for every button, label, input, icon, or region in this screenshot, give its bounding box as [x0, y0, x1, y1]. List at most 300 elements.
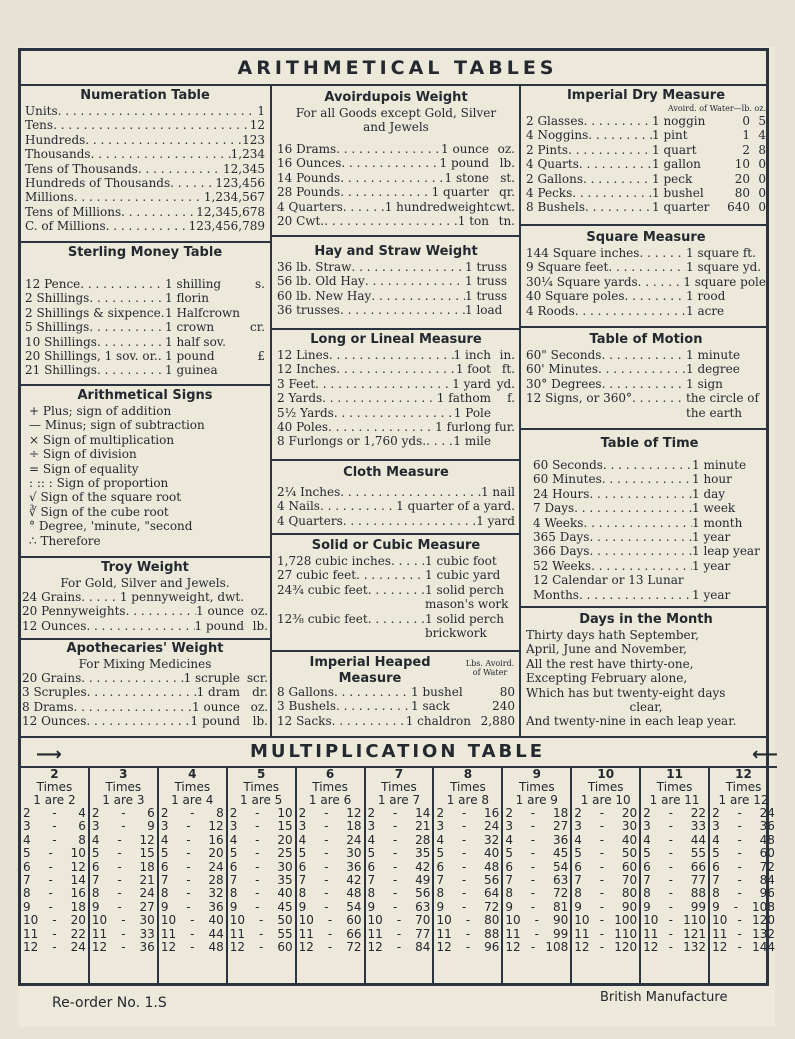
cell: 20 Pennyweights — [22, 604, 126, 619]
times-label: Times — [243, 780, 279, 794]
cell: 2 Gallons — [526, 171, 583, 186]
leader-dots — [591, 559, 692, 573]
list-item: ∛ Sign of the cube root — [29, 504, 169, 519]
dash: - — [255, 886, 260, 901]
dash: - — [737, 940, 742, 955]
dash: - — [52, 806, 57, 820]
table-row — [159, 861, 226, 874]
table-row — [366, 901, 433, 914]
leader-dots — [89, 320, 165, 334]
motion-rows — [526, 348, 766, 420]
dash: - — [668, 940, 673, 955]
dash: - — [117, 832, 122, 847]
table-row — [434, 861, 501, 874]
cell: 25 — [277, 846, 293, 861]
cell: 1 ounce — [192, 699, 240, 714]
times-column — [710, 768, 777, 984]
poem-line: All the rest have thirty-one, — [526, 656, 694, 671]
times-first-row: 1 are 2 — [33, 793, 76, 807]
times-first-row: 1 are 3 — [102, 793, 145, 807]
leader-dots — [589, 487, 692, 501]
table-row — [228, 901, 295, 914]
cell: 5½ Yards — [277, 405, 334, 420]
cell: cr. — [250, 320, 265, 335]
cell: 60 Minutes — [533, 472, 602, 487]
table-row — [228, 834, 295, 847]
leader-dots — [584, 114, 652, 128]
dash: - — [461, 899, 467, 914]
cell: 11 — [436, 926, 452, 941]
cell: 4 — [758, 128, 766, 143]
cell: 27 cubic feet — [277, 568, 357, 583]
times-first-row: 1 are 4 — [171, 793, 214, 807]
cell: 1 week — [692, 501, 736, 516]
table-row — [572, 861, 639, 874]
table-row — [297, 887, 364, 900]
page-title: ARITHMETICAL TABLES — [237, 57, 558, 79]
table-row — [641, 834, 708, 847]
dash: - — [737, 926, 742, 941]
cell: 3 — [574, 819, 582, 834]
cell: 10 — [277, 806, 293, 820]
times-column — [434, 768, 503, 984]
leader-dots — [86, 714, 190, 728]
table-row — [21, 847, 88, 860]
cell: 1 bushel — [411, 685, 463, 699]
leader-dots — [426, 434, 453, 448]
cell: mason's work — [425, 597, 509, 612]
table-row — [159, 941, 226, 954]
cell: ft. — [501, 362, 515, 377]
leader-dots — [602, 472, 692, 486]
cell: 1,728 cubic inches — [277, 554, 391, 568]
cell: 2 — [23, 806, 31, 820]
cell: 0 — [758, 186, 766, 201]
cell: 12 Sacks — [277, 713, 332, 728]
cell: 2 — [643, 806, 651, 820]
cell: 5 — [229, 846, 238, 861]
cell: 10 — [574, 913, 590, 928]
times-label: Times — [518, 780, 555, 794]
list-item: : :: : Sign of proportion — [29, 476, 169, 491]
leader-dots — [334, 685, 411, 699]
list-item — [22, 700, 268, 714]
cell: 11 — [229, 926, 245, 941]
cell: 2,880 — [480, 713, 515, 728]
table-row — [641, 807, 708, 820]
list-item — [277, 377, 515, 391]
cell: 4 — [367, 832, 376, 847]
cell: 9 — [147, 819, 155, 834]
cell: 8 Furlongs or 1,760 yds. — [277, 434, 427, 449]
cell: Millions — [25, 190, 74, 205]
cell: 1 fathom — [436, 391, 491, 406]
cell: 33 — [690, 819, 707, 834]
dash: - — [186, 846, 191, 861]
cell: 11 — [23, 926, 39, 941]
apothecaries-subtitle: For Mixing Medicines — [78, 657, 212, 671]
table-row — [503, 820, 570, 833]
dash: - — [327, 926, 333, 941]
cell: 10 — [436, 913, 452, 928]
table-row — [228, 847, 295, 860]
cell: 24¾ cubic feet — [277, 582, 368, 597]
list-item — [526, 200, 766, 214]
column-divider-2 — [519, 85, 521, 736]
cell: 0 — [758, 171, 766, 186]
list-item — [526, 260, 766, 274]
table-row — [572, 901, 639, 914]
cell: 40 Square poles — [526, 289, 625, 304]
cell: 90 — [621, 899, 638, 914]
cell: 16 — [484, 806, 500, 820]
cell: 16 — [208, 832, 224, 847]
dash: - — [530, 832, 536, 847]
table-row — [434, 820, 501, 833]
cell: 48 — [346, 886, 362, 901]
dash: - — [599, 806, 605, 820]
dash: - — [737, 846, 742, 861]
dash: - — [668, 926, 673, 941]
troy-rows — [22, 590, 268, 633]
dash: - — [48, 873, 53, 888]
cell: 3 Feet — [277, 376, 316, 391]
cell: 40 — [484, 846, 500, 861]
numeration-title: Numeration Table — [80, 88, 210, 103]
table-row — [21, 834, 88, 847]
dash: - — [737, 913, 742, 928]
cell: 2 — [712, 806, 720, 820]
dash: - — [465, 926, 471, 941]
dash: - — [324, 859, 329, 874]
cell: 35 — [415, 846, 431, 861]
list-item — [526, 186, 766, 200]
table-row — [503, 807, 570, 820]
divider — [521, 326, 769, 328]
dash: - — [190, 926, 195, 941]
cell: 2 Shillings & sixpence — [25, 305, 161, 320]
signs-rows — [25, 404, 265, 548]
cell: 10 — [298, 913, 314, 928]
cell: oz. — [250, 604, 268, 619]
cell: 9 — [712, 899, 720, 914]
dash: - — [737, 873, 742, 888]
cell: 3 — [229, 819, 238, 834]
cell: 2¼ Inches — [277, 485, 341, 499]
heaped-rows — [277, 685, 515, 728]
cell: 12 Lines — [277, 348, 329, 362]
dash: - — [599, 819, 605, 834]
table-row — [641, 820, 708, 833]
list-item — [533, 544, 766, 558]
cloth-table — [277, 465, 515, 528]
numeration-rows — [25, 104, 265, 234]
divider — [20, 556, 270, 558]
cell: 120 — [752, 913, 775, 928]
list-item — [277, 568, 515, 582]
cell: 6 — [147, 806, 155, 820]
table-row — [434, 807, 501, 820]
dash: - — [668, 806, 673, 820]
list-item — [25, 190, 265, 204]
dash: - — [117, 899, 122, 914]
cell: 5 — [574, 846, 582, 861]
cell: 3 Bushels — [277, 699, 336, 714]
list-item — [277, 626, 515, 640]
list-item — [277, 420, 515, 434]
leader-dots — [170, 176, 215, 190]
cell: 1 yard — [452, 376, 491, 391]
times-column — [159, 768, 228, 984]
list-item — [277, 200, 515, 214]
list-item — [533, 472, 766, 486]
cell: 1 truss — [465, 274, 508, 289]
cell: 1 stone — [444, 170, 489, 185]
table-row — [641, 861, 708, 874]
cell: 1 ounce — [441, 142, 489, 156]
dash: - — [534, 913, 539, 928]
cell: 15 — [139, 846, 155, 861]
cell: 10 — [229, 913, 245, 928]
cell: 81 — [552, 899, 569, 914]
dash: - — [255, 873, 260, 888]
table-row — [21, 941, 88, 954]
table-row — [503, 941, 570, 954]
table-row — [503, 834, 570, 847]
cell: 5 — [23, 846, 31, 861]
list-item — [277, 597, 515, 611]
cell: 60' Minutes — [526, 362, 599, 377]
cell: 12 — [346, 806, 362, 820]
cell: 5 Shillings — [25, 320, 90, 335]
heaped-table — [277, 655, 515, 728]
cell: 84 — [415, 940, 431, 955]
dash: - — [121, 806, 126, 820]
dash: - — [599, 886, 605, 901]
list-item — [22, 714, 268, 728]
cell: 8 Bushels — [526, 200, 585, 215]
list-item — [277, 214, 515, 228]
list-item — [22, 685, 268, 699]
cell: 49 — [415, 873, 431, 888]
cell: 8 — [436, 886, 445, 901]
dash: - — [117, 873, 122, 888]
cell: 11 — [91, 926, 108, 941]
cell: 1 yard — [476, 513, 515, 528]
cell: 100 — [614, 913, 638, 928]
cell: 5 — [505, 846, 513, 861]
leader-dots — [340, 185, 431, 199]
dash: - — [190, 806, 195, 820]
cell: 24 — [208, 859, 224, 874]
divider — [521, 224, 769, 226]
list-item — [277, 612, 515, 626]
cell: 10 — [91, 913, 108, 928]
table-row — [434, 914, 501, 927]
cell: 12,345,678 — [196, 204, 265, 219]
cell: 110 — [614, 926, 638, 941]
cell: 24 — [759, 806, 775, 820]
cell — [692, 573, 766, 587]
leader-dots — [625, 289, 686, 303]
cell: Tens of Thousands — [25, 161, 138, 176]
dash: - — [259, 926, 264, 941]
table-row — [641, 887, 708, 900]
table-row — [710, 928, 777, 941]
table-row — [366, 941, 433, 954]
cell: 1 Pole — [453, 405, 491, 420]
cell: 12 — [229, 940, 245, 955]
cell: 4 — [23, 832, 31, 847]
list-item — [22, 604, 268, 618]
table-row — [159, 874, 226, 887]
list-item — [277, 156, 515, 170]
cell: 1 guinea — [165, 363, 218, 378]
table-row — [434, 874, 501, 887]
cell: 1 month — [692, 515, 743, 530]
troy-table — [22, 560, 268, 633]
cell: 10 — [505, 913, 521, 928]
dry-table — [526, 88, 766, 215]
cell: 11 — [367, 926, 383, 941]
table-row — [503, 847, 570, 860]
cell: 8 — [505, 886, 513, 901]
cell: 1 pennyweight, dwt. — [119, 590, 244, 604]
cell: 4 — [229, 832, 238, 847]
leader-dots — [371, 289, 465, 303]
cell: 80 — [734, 186, 750, 201]
dash: - — [121, 913, 126, 928]
cell: 1,234 — [230, 147, 265, 162]
cell: 1 furlong — [435, 420, 491, 435]
cell: 0 — [758, 157, 766, 172]
table-row — [366, 807, 433, 820]
cell: Hundreds — [25, 132, 86, 147]
table-row — [641, 941, 708, 954]
cell: qr. — [499, 185, 515, 200]
list-item — [277, 362, 515, 376]
leader-dots — [74, 700, 193, 714]
cell: 10 Shillings — [25, 334, 97, 349]
cell: 11 — [298, 926, 314, 941]
cubic-rows — [277, 554, 515, 640]
cell: 20 — [734, 171, 750, 186]
leader-dots — [356, 568, 425, 582]
cell: 77 — [690, 873, 707, 888]
list-item — [277, 274, 515, 288]
table-row — [366, 834, 433, 847]
cell: 11 — [643, 926, 659, 941]
cell: 80 — [499, 685, 515, 699]
cell: 8 Gallons — [277, 685, 334, 699]
dash: - — [461, 832, 467, 847]
cell: fur. — [494, 420, 515, 435]
dash: - — [733, 899, 739, 914]
table-row — [297, 807, 364, 820]
list-item — [533, 559, 766, 573]
cell: 10 — [23, 913, 39, 928]
cell: 1 sack — [411, 699, 450, 714]
cell: 6 — [436, 859, 445, 874]
table-row — [21, 887, 88, 900]
cell: 1,234,567 — [203, 190, 265, 205]
cell: 9 — [229, 899, 238, 914]
cell: 12 — [367, 940, 383, 955]
table-row — [710, 807, 777, 820]
dash: - — [599, 913, 605, 928]
dash: - — [392, 886, 398, 901]
cell — [245, 306, 265, 320]
cell: 1 hour — [692, 472, 732, 487]
cell: 1 cubic yard — [425, 568, 501, 583]
list-item: ÷ Sign of division — [29, 447, 137, 462]
cell: 12 — [91, 940, 108, 955]
leader-dots — [589, 530, 692, 544]
cell: 20 — [208, 846, 224, 861]
cell: 1 pound — [194, 618, 244, 633]
table-row — [297, 820, 364, 833]
dash: - — [121, 926, 126, 941]
dash: - — [255, 806, 260, 820]
dash: - — [668, 899, 673, 914]
dash: - — [324, 873, 329, 888]
cell: 9 — [505, 899, 513, 914]
dash: - — [186, 886, 191, 901]
cell: 14 — [415, 806, 431, 820]
table-row — [366, 861, 433, 874]
cell: 14 Pounds — [277, 170, 341, 185]
list-item — [277, 685, 515, 699]
dash: - — [324, 832, 329, 847]
cell: 18 — [552, 806, 569, 820]
times-first-row: 1 are 6 — [308, 793, 352, 807]
leader-dots — [89, 291, 165, 305]
cell: 1 quarter of a yard. — [396, 499, 515, 514]
list-item — [533, 516, 766, 530]
list-item — [25, 291, 265, 305]
dash: - — [186, 859, 191, 874]
cell: 40 — [277, 886, 293, 901]
cell: 7 — [298, 873, 307, 888]
cell: 14 — [70, 873, 86, 888]
cell: s. — [255, 277, 265, 291]
poem-line: April, June and November, — [526, 642, 687, 657]
cell: 9 — [436, 899, 445, 914]
cell: 1 square pole — [683, 274, 766, 289]
cell: 4 Pecks — [526, 186, 573, 201]
cell: 48 — [759, 832, 775, 847]
dash: - — [52, 832, 57, 847]
cell: 1 pound — [190, 714, 240, 729]
cell: 1 nail — [480, 485, 515, 499]
cell: 1 noggin — [652, 114, 706, 128]
cell: 63 — [552, 873, 569, 888]
leader-dots — [329, 348, 454, 362]
list-item — [25, 320, 265, 334]
dash: - — [461, 806, 467, 820]
dash: - — [52, 926, 57, 941]
leader-dots — [87, 685, 197, 699]
table-row — [159, 928, 226, 941]
cell: 8 — [78, 832, 86, 847]
table-row — [90, 820, 157, 833]
dash: - — [668, 819, 673, 834]
dash: - — [534, 926, 539, 941]
table-row — [434, 834, 501, 847]
table-row — [503, 887, 570, 900]
cell: 2 — [91, 806, 100, 820]
cell: 12 — [70, 859, 86, 874]
